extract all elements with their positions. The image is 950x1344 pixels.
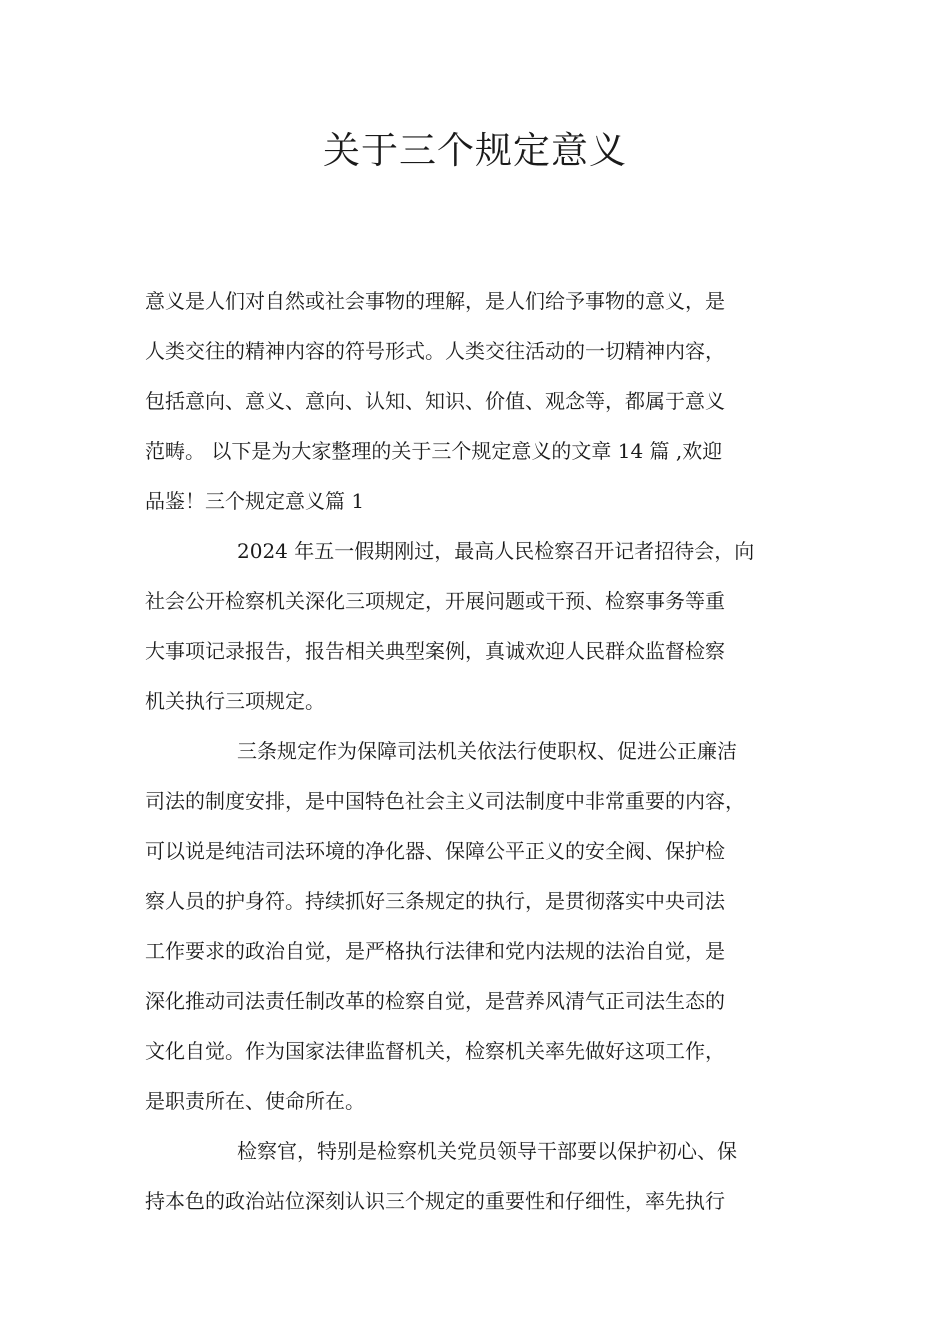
text-line: 大事项记录报告，报告相关典型案例，真诚欢迎人民群众监督检察	[145, 639, 725, 663]
text-line: 检察官，特别是检察机关党员领导干部要以保护初心、保	[237, 1139, 737, 1163]
text-line: 2024 年五一假期刚过，最高人民检察召开记者招待会，向	[237, 539, 755, 563]
text-line: 察人员的护身符。持续抓好三条规定的执行，是贯彻落实中央司法	[145, 889, 725, 913]
paragraph-prosecutors	[145, 1126, 815, 1226]
document-body	[145, 276, 815, 1226]
text-line: 社会公开检察机关深化三项规定，开展问题或干预、检察事务等重	[145, 589, 725, 613]
text-line: 司法的制度安排，是中国特色社会主义司法制度中非常重要的内容，	[145, 789, 745, 813]
text-line: 机关执行三项规定。	[145, 689, 325, 713]
paragraph-press-conference	[145, 526, 815, 726]
document-title: 关于三个规定意义	[323, 129, 627, 172]
paragraph-intro	[145, 276, 815, 526]
text-line: 文化自觉。作为国家法律监督机关，检察机关率先做好这项工作，	[145, 1039, 725, 1063]
text-line: 工作要求的政治自觉，是严格执行法律和党内法规的法治自觉，是	[145, 939, 725, 963]
text-line: 持本色的政治站位深刻认识三个规定的重要性和仔细性，率先执行	[145, 1189, 725, 1213]
text-line: 意义是人们对自然或社会事物的理解，是人们给予事物的意义，是	[145, 289, 725, 313]
text-line: 深化推动司法责任制改革的检察自觉，是营养风清气正司法生态的	[145, 989, 725, 1013]
text-line: 包括意向、意义、意向、认知、知识、价值、观念等，都属于意义	[145, 389, 725, 413]
text-line: 范畴。 以下是为大家整理的关于三个规定意义的文章 14 篇 ,欢迎	[145, 439, 723, 463]
text-line: 三条规定作为保障司法机关依法行使职权、促进公正廉洁	[237, 739, 737, 763]
text-line: 品鉴！三个规定意义篇 1	[145, 489, 365, 513]
text-line: 是职责所在、使命所在。	[145, 1089, 365, 1113]
paragraph-three-rules	[145, 726, 815, 1126]
text-line: 可以说是纯洁司法环境的净化器、保障公平正义的安全阀、保护检	[145, 839, 725, 863]
text-line: 人类交往的精神内容的符号形式。人类交往活动的一切精神内容，	[145, 339, 725, 363]
